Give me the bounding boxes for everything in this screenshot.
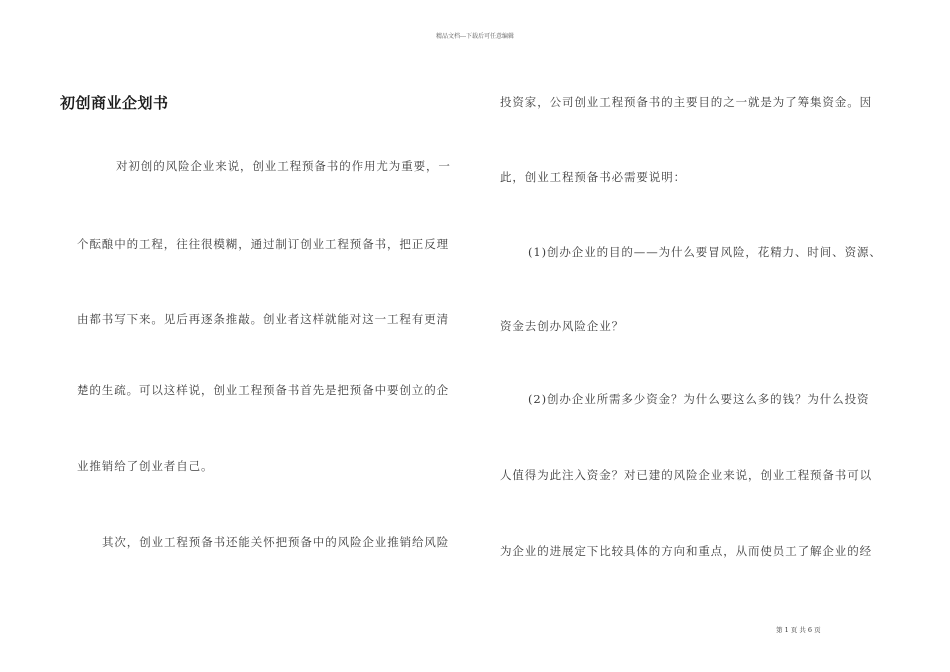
paragraph-line: 个酝酿中的工程，往往很模糊，通过制订创业工程预备书，把正反理 bbox=[77, 237, 449, 251]
paragraph-line: (2)创办企业所需多少资金？为什么要这么多的钱？为什么投资 bbox=[528, 392, 870, 406]
page-number: 第 1 页 共 6 页 bbox=[776, 626, 821, 634]
paragraph-line: 业推销给了创业者自己。 bbox=[77, 459, 214, 473]
paragraph-line: 此，创业工程预备书必需要说明： bbox=[500, 170, 686, 184]
paragraph-line: 投资家，公司创业工程预备书的主要目的之一就是为了筹集资金。因 bbox=[500, 95, 872, 109]
document-title: 初创商业企划书 bbox=[60, 94, 169, 112]
paragraph-line: 其次，创业工程预备书还能关怀把预备中的风险企业推销给风险 bbox=[102, 535, 450, 549]
paragraph-line: 资金去创办风险企业？ bbox=[500, 319, 624, 333]
paragraph-line: 人值得为此注入资金？对已建的风险企业来说，创业工程预备书可以 bbox=[500, 468, 872, 482]
paragraph-line: 为企业的进展定下比较具体的方向和重点，从而使员工了解企业的经 bbox=[500, 544, 872, 558]
page-header: 精品文档---下载后可任意编辑 bbox=[435, 33, 515, 40]
paragraph-line: 由都书写下来。见后再逐条推敲。创业者这样就能对这一工程有更清 bbox=[77, 312, 449, 326]
paragraph-line: 楚的生疏。可以这样说，创业工程预备书首先是把预备中要创立的企 bbox=[77, 383, 449, 397]
paragraph-line: 对初创的风险企业来说，创业工程预备书的作用尤为重要，一 bbox=[116, 159, 451, 173]
paragraph-line: (1)创办企业的目的——为什么要冒风险，花精力、时间、资源、 bbox=[528, 245, 882, 259]
